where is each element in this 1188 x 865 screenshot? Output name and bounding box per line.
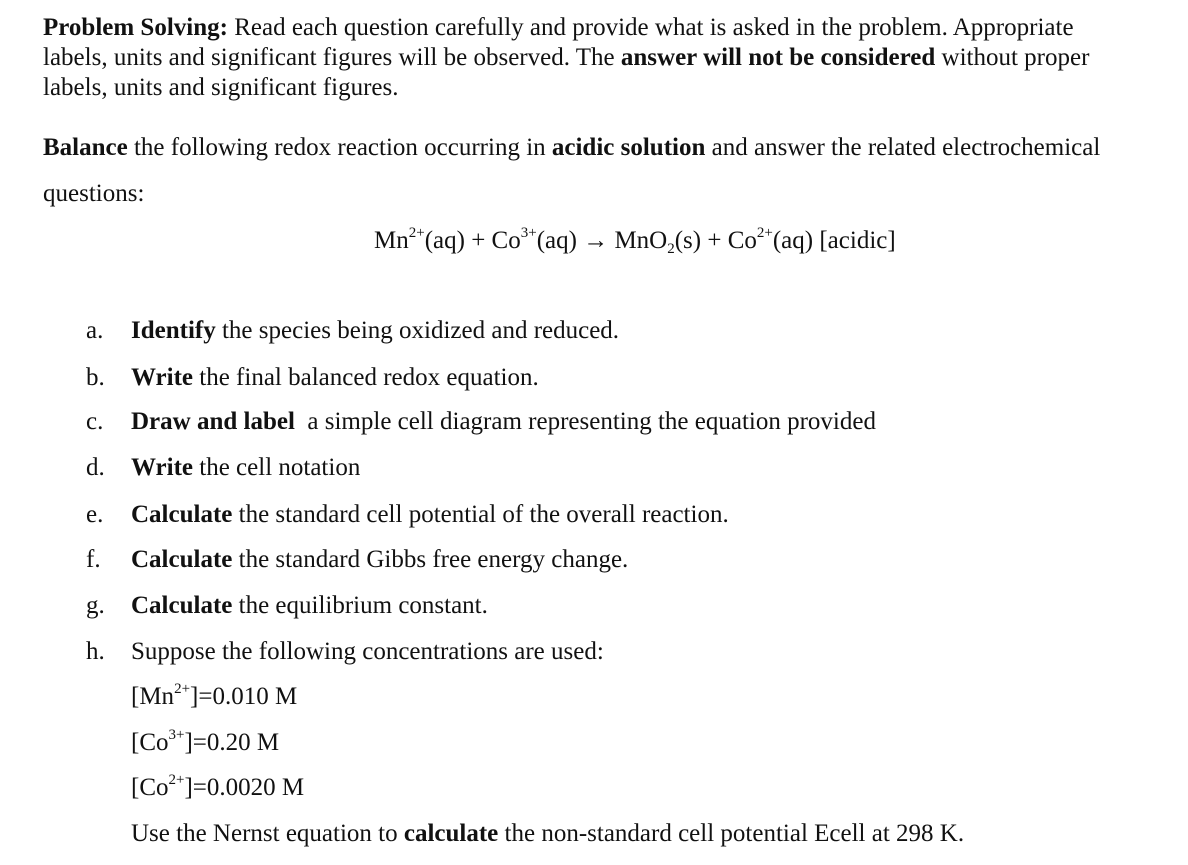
question-b-bold: Write [131, 364, 194, 391]
reaction-mn-charge: 2+ [408, 225, 425, 241]
conc-co3-value: ]=0.20 M [184, 729, 280, 756]
reaction-part4: (aq) [acidic] [772, 227, 896, 254]
question-c-text: a simple cell diagram representing the equation provided [294, 408, 876, 435]
intro-line-2 [43, 44, 1089, 72]
reaction-mn: Mn [374, 227, 409, 254]
intro-line2-start: labels, units and significant figures will be observed. The [43, 44, 621, 71]
intro-line2-end: without proper [935, 44, 1090, 71]
question-a-bold: Identify [131, 317, 216, 344]
reaction-part1: (aq) + Co [424, 227, 521, 254]
question-c [131, 408, 876, 436]
instruction-questions-label: questions: [43, 180, 145, 207]
question-c-bold: Draw and label [131, 408, 295, 435]
question-d [131, 454, 360, 482]
question-letter-e: e. [86, 501, 104, 528]
question-letter-h: h. [86, 638, 105, 665]
question-letter-d: d. [86, 454, 105, 481]
question-e-text: the standard cell potential of the overall reaction. [232, 501, 729, 528]
question-f-text: the standard Gibbs free energy change. [232, 546, 629, 573]
conc-co3-open: [Co [131, 729, 169, 756]
intro-line-1 [43, 14, 1074, 42]
question-letter-a: a. [86, 317, 104, 344]
reaction-part2: (aq) → MnO [536, 227, 668, 254]
question-a [131, 317, 619, 345]
instruction-text-2: and answer the related electrochemical [705, 134, 1101, 161]
nernst-instruction [131, 820, 964, 848]
instruction-line-1 [43, 134, 1100, 162]
question-letter-b: b. [86, 364, 105, 391]
reaction-co3-charge: 3+ [520, 225, 537, 241]
question-letter-f: f. [86, 546, 101, 573]
question-e-bold: Calculate [131, 501, 233, 528]
conc-co2-value: ]=0.0020 M [184, 774, 305, 801]
question-letter-g: g. [86, 592, 105, 619]
question-letter-c: c. [86, 408, 104, 435]
question-e [131, 501, 729, 529]
instruction-bold-balance: Balance [43, 134, 128, 161]
nernst-bold: calculate [403, 820, 499, 847]
question-b [131, 364, 539, 392]
intro-line3-text: labels, units and significant figures. [43, 74, 399, 101]
concentration-mn2 [131, 683, 297, 711]
intro-line1-text: Read each question carefully and provide what is asked in the problem. Appropriate [227, 14, 1074, 41]
reaction-co2-charge: 2+ [756, 225, 773, 241]
reaction-part3: (s) + Co [674, 227, 757, 254]
intro-line2-bold: answer will not be considered [620, 44, 936, 71]
conc-co2-open: [Co [131, 774, 169, 801]
question-g-bold: Calculate [131, 592, 233, 619]
question-h [131, 638, 604, 666]
conc-mn2-open: [Mn [131, 683, 175, 710]
question-a-text: the species being oxidized and reduced. [215, 317, 620, 344]
conc-mn2-charge: 2+ [174, 681, 191, 697]
question-b-text: the final balanced redox equation. [193, 364, 539, 391]
intro-heading: Problem Solving: [43, 14, 228, 41]
reaction-equation [374, 227, 896, 255]
question-g-text: the equilibrium constant. [232, 592, 488, 619]
reaction-o-subscript: 2 [667, 241, 675, 257]
question-f [131, 546, 628, 574]
conc-co3-charge: 3+ [168, 727, 185, 743]
question-h-text: Suppose the following concentrations are used: [131, 638, 604, 665]
conc-mn2-value: ]=0.010 M [190, 683, 298, 710]
instruction-line-2 [43, 180, 144, 208]
question-f-bold: Calculate [131, 546, 233, 573]
instruction-bold-acidic: acidic solution [551, 134, 706, 161]
conc-co2-charge: 2+ [168, 772, 185, 788]
question-g [131, 592, 488, 620]
concentration-co2 [131, 774, 304, 802]
instruction-text-1: the following redox reaction occurring in [127, 134, 552, 161]
intro-line-3 [43, 74, 398, 102]
question-d-text: the cell notation [193, 454, 361, 481]
concentration-co3 [131, 729, 279, 757]
question-d-bold: Write [131, 454, 194, 481]
nernst-text-1: Use the Nernst equation to [131, 820, 404, 847]
nernst-text-2: the non-standard cell potential Ecell at 298 K. [498, 820, 965, 847]
